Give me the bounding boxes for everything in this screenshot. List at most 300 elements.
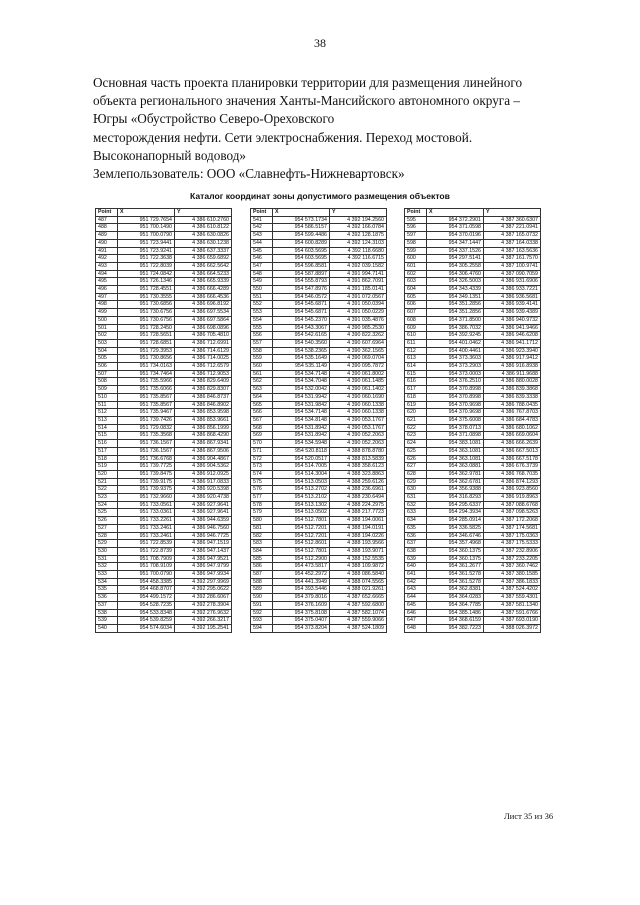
x-cell: 951 722.3638 — [118, 255, 175, 263]
x-cell: 954 587.8897 — [273, 270, 330, 278]
point-cell: 602 — [405, 270, 427, 278]
point-cell: 648 — [405, 624, 427, 632]
y-cell: 4 386 920.4738 — [175, 494, 232, 502]
y-cell: 4 387 233.2205 — [484, 555, 541, 563]
table-row — [405, 609, 541, 617]
point-cell: 525 — [96, 509, 118, 517]
x-cell: 954 373.0003 — [427, 370, 484, 378]
table-row — [251, 293, 387, 301]
x-cell: 954 378.0713 — [427, 424, 484, 432]
point-cell: 549 — [251, 278, 273, 286]
y-cell: 4 386 829.6409 — [175, 378, 232, 386]
x-cell: 951 735.3568 — [118, 432, 175, 440]
y-cell: 4 387 652.6665 — [330, 594, 387, 602]
y-cell: 4 386 846.8902 — [175, 401, 232, 409]
point-cell: 645 — [405, 601, 427, 609]
y-cell: 4 386 697.5534 — [175, 309, 232, 317]
table-row — [251, 501, 387, 509]
table-row — [405, 409, 541, 417]
x-cell: 951 729.7654 — [118, 216, 175, 224]
table-row — [405, 401, 541, 409]
point-cell: 627 — [405, 463, 427, 471]
x-cell: 954 386.7032 — [427, 324, 484, 332]
y-cell: 4 391 035.4876 — [330, 316, 387, 324]
table-row — [96, 286, 232, 294]
y-cell: 4 390 053.1767 — [330, 416, 387, 424]
point-cell: 587 — [251, 571, 273, 579]
table-row — [96, 524, 232, 532]
point-cell: 490 — [96, 239, 118, 247]
table-row — [405, 262, 541, 270]
x-cell: 954 373.3603 — [427, 355, 484, 363]
y-cell: 4 386 712.6991 — [175, 339, 232, 347]
table-row — [251, 578, 387, 586]
y-cell: 4 390 095.7872 — [330, 363, 387, 371]
point-cell: 551 — [251, 293, 273, 301]
point-cell: 576 — [251, 486, 273, 494]
y-cell: 4 386 874.1293 — [484, 478, 541, 486]
table-row — [251, 432, 387, 440]
y-cell: 4 386 946.7560 — [175, 524, 232, 532]
point-cell: 569 — [251, 432, 273, 440]
y-cell: 4 392 195.2541 — [175, 624, 232, 632]
y-cell: 4 386 698.0896 — [175, 324, 232, 332]
x-header: X — [118, 209, 175, 217]
point-cell: 633 — [405, 509, 427, 517]
x-cell: 951 736.6768 — [118, 455, 175, 463]
point-cell: 580 — [251, 517, 273, 525]
y-cell: 4 386 697.5864 — [175, 316, 232, 324]
table-row — [405, 247, 541, 255]
table-row — [251, 332, 387, 340]
table-row — [405, 309, 541, 317]
table-row — [251, 393, 387, 401]
table-row — [405, 424, 541, 432]
table-row — [96, 262, 232, 270]
point-cell: 596 — [405, 224, 427, 232]
x-cell: 954 473.5817 — [273, 563, 330, 571]
table-row — [405, 578, 541, 586]
point-cell: 521 — [96, 478, 118, 486]
heading-line: Югры «Обустройство Северо-Ореховского — [93, 111, 335, 127]
x-cell: 954 361.2677 — [427, 563, 484, 571]
point-cell: 609 — [405, 324, 427, 332]
x-cell: 954 468.8707 — [118, 586, 175, 594]
point-cell: 640 — [405, 563, 427, 571]
x-cell: 951 708.7909 — [118, 555, 175, 563]
table-row — [96, 224, 232, 232]
y-cell: 4 386 667.5178 — [484, 455, 541, 463]
point-cell: 594 — [251, 624, 273, 632]
x-cell: 954 520.0517 — [273, 455, 330, 463]
x-cell: 954 362.6781 — [427, 478, 484, 486]
x-cell: 954 364.7785 — [427, 601, 484, 609]
x-cell: 951 735.8567 — [118, 393, 175, 401]
y-cell: 4 387 088.6768 — [484, 501, 541, 509]
point-cell: 555 — [251, 324, 273, 332]
x-cell: 951 722.8739 — [118, 547, 175, 555]
table-row — [405, 339, 541, 347]
x-cell: 954 512.7801 — [273, 517, 330, 525]
x-cell: 951 734.0163 — [118, 363, 175, 371]
table-row — [405, 416, 541, 424]
point-cell: 605 — [405, 293, 427, 301]
point-cell: 512 — [96, 409, 118, 417]
point-cell: 504 — [96, 347, 118, 355]
point-cell: 561 — [251, 370, 273, 378]
table-row — [96, 378, 232, 386]
x-cell: 954 370.9698 — [427, 401, 484, 409]
y-cell: 4 386 939.4389 — [484, 309, 541, 317]
point-cell: 595 — [405, 216, 427, 224]
y-cell: 4 388 109.9872 — [330, 563, 387, 571]
x-cell: 954 306.4760 — [427, 270, 484, 278]
table-row — [251, 470, 387, 478]
table-row — [405, 540, 541, 548]
x-cell: 954 513.1302 — [273, 501, 330, 509]
y-cell: 4 386 712.6579 — [175, 363, 232, 371]
y-cell: 4 386 610.2760 — [175, 216, 232, 224]
y-cell: 4 388 086.5840 — [330, 571, 387, 579]
y-cell: 4 387 581.1340 — [484, 601, 541, 609]
point-cell: 642 — [405, 578, 427, 586]
point-cell: 491 — [96, 247, 118, 255]
y-cell: 4 388 194.0226 — [330, 532, 387, 540]
y-cell: 4 386 637.3337 — [175, 247, 232, 255]
point-cell: 544 — [251, 239, 273, 247]
point-cell: 603 — [405, 278, 427, 286]
x-cell: 954 599.4486 — [273, 232, 330, 240]
table-row — [405, 232, 541, 240]
y-cell: 4 386 662.5642 — [175, 262, 232, 270]
point-cell: 559 — [251, 355, 273, 363]
x-cell: 954 514.3004 — [273, 470, 330, 478]
table-row — [251, 278, 387, 286]
y-cell: 4 388 224.2975 — [330, 501, 387, 509]
table-row — [405, 278, 541, 286]
table-row — [96, 455, 232, 463]
point-cell: 611 — [405, 339, 427, 347]
point-cell: 635 — [405, 524, 427, 532]
point-cell: 526 — [96, 517, 118, 525]
x-cell: 954 512.7201 — [273, 524, 330, 532]
point-cell: 567 — [251, 416, 273, 424]
x-cell: 954 360.1375 — [427, 555, 484, 563]
table-row — [405, 478, 541, 486]
y-cell: 4 386 947.9934 — [175, 571, 232, 579]
x-cell: 954 383.1081 — [427, 440, 484, 448]
x-cell: 954 375.0407 — [273, 617, 330, 625]
coordinate-table-2 — [250, 208, 387, 633]
x-cell: 951 739.9175 — [118, 478, 175, 486]
coordinate-table-3 — [404, 208, 541, 633]
table-row — [96, 586, 232, 594]
point-cell: 581 — [251, 524, 273, 532]
y-cell: 4 392 278.3904 — [175, 601, 232, 609]
table-row — [405, 486, 541, 494]
point-cell: 496 — [96, 286, 118, 294]
x-cell: 954 326.5003 — [427, 278, 484, 286]
table-row — [405, 378, 541, 386]
x-cell: 954 316.8293 — [427, 494, 484, 502]
x-cell: 954 600.8289 — [273, 239, 330, 247]
point-cell: 623 — [405, 432, 427, 440]
x-cell: 954 586.5157 — [273, 224, 330, 232]
x-cell: 951 739.7426 — [118, 416, 175, 424]
heading-line: Землепользователь: ООО «Славнефть-Нижневартовск» — [93, 166, 405, 182]
x-cell: 954 285.0914 — [427, 517, 484, 525]
x-cell: 951 700.1490 — [118, 224, 175, 232]
point-cell: 562 — [251, 378, 273, 386]
x-cell: 951 730.6856 — [118, 301, 175, 309]
x-cell: 954 368.6159 — [427, 617, 484, 625]
x-cell: 954 555.8793 — [273, 278, 330, 286]
table-row — [251, 316, 387, 324]
table-row — [405, 563, 541, 571]
x-cell: 954 370.8998 — [427, 393, 484, 401]
point-cell: 632 — [405, 501, 427, 509]
point-cell: 513 — [96, 416, 118, 424]
table-row — [96, 301, 232, 309]
point-cell: 501 — [96, 324, 118, 332]
y-cell: 4 386 680.1062 — [484, 424, 541, 432]
table-row — [251, 463, 387, 471]
x-cell: 954 371.0598 — [427, 224, 484, 232]
point-cell: 583 — [251, 540, 273, 548]
x-cell: 954 512.7801 — [273, 547, 330, 555]
y-cell: 4 386 946.6208 — [484, 332, 541, 340]
x-header: X — [273, 209, 330, 217]
table-row — [96, 370, 232, 378]
x-cell: 954 392.9245 — [427, 332, 484, 340]
table-row — [405, 239, 541, 247]
heading-line: Основная часть проекта планировки территории для размещения линейного — [93, 75, 523, 90]
x-cell: 954 533.8348 — [118, 609, 175, 617]
y-cell: 4 387 360.7462 — [484, 563, 541, 571]
y-cell: 4 386 946.7725 — [175, 532, 232, 540]
point-cell: 568 — [251, 424, 273, 432]
point-cell: 509 — [96, 386, 118, 394]
point-cell: 613 — [405, 355, 427, 363]
table-row — [96, 239, 232, 247]
point-cell: 507 — [96, 370, 118, 378]
y-cell: 4 387 380.1585 — [484, 571, 541, 579]
y-cell: 4 386 630.0826 — [175, 232, 232, 240]
point-cell: 546 — [251, 255, 273, 263]
table-row — [96, 347, 232, 355]
table-row — [405, 501, 541, 509]
y-cell: 4 390 052.2063 — [330, 432, 387, 440]
y-cell: 4 388 194.0061 — [330, 517, 387, 525]
point-cell: 574 — [251, 470, 273, 478]
point-cell: 624 — [405, 440, 427, 448]
x-cell: 954 362.8381 — [427, 586, 484, 594]
table-row — [251, 416, 387, 424]
table-row — [251, 486, 387, 494]
x-cell: 951 730.8656 — [118, 355, 175, 363]
table-row — [405, 517, 541, 525]
table-row — [251, 378, 387, 386]
point-header: Point — [251, 209, 273, 217]
x-cell: 954 361.5278 — [427, 578, 484, 586]
table-row — [405, 594, 541, 602]
y-cell: 4 392 266.3217 — [175, 617, 232, 625]
point-cell: 641 — [405, 571, 427, 579]
point-cell: 622 — [405, 424, 427, 432]
table-row — [405, 440, 541, 448]
point-cell: 646 — [405, 609, 427, 617]
y-cell: 4 386 927.9641 — [175, 509, 232, 517]
table-row — [96, 624, 232, 632]
x-cell: 951 729.3953 — [118, 347, 175, 355]
y-cell: 4 390 822.3262 — [330, 332, 387, 340]
x-cell: 954 603.5695 — [273, 247, 330, 255]
point-cell: 631 — [405, 494, 427, 502]
y-header: Y — [330, 209, 387, 217]
point-cell: 536 — [96, 594, 118, 602]
table-row — [96, 393, 232, 401]
point-cell: 524 — [96, 501, 118, 509]
point-cell: 557 — [251, 339, 273, 347]
y-cell: 4 390 069.0704 — [330, 355, 387, 363]
x-cell: 951 728.5651 — [118, 332, 175, 340]
x-cell: 954 364.0283 — [427, 594, 484, 602]
point-cell: 550 — [251, 286, 273, 294]
table-row — [251, 571, 387, 579]
x-cell: 954 351.2856 — [427, 301, 484, 309]
table-row — [251, 363, 387, 371]
y-cell: 4 386 669.0604 — [484, 432, 541, 440]
y-cell: 4 386 936.5681 — [484, 293, 541, 301]
table-row — [96, 316, 232, 324]
x-cell: 954 400.4461 — [427, 347, 484, 355]
y-cell: 4 386 666.2639 — [484, 440, 541, 448]
point-cell: 537 — [96, 601, 118, 609]
point-cell: 529 — [96, 540, 118, 548]
point-cell: 572 — [251, 455, 273, 463]
x-cell: 954 545.6871 — [273, 301, 330, 309]
point-cell: 638 — [405, 547, 427, 555]
table-row — [251, 509, 387, 517]
y-cell: 4 390 061.1402 — [330, 386, 387, 394]
x-cell: 954 363.0881 — [427, 463, 484, 471]
table-row — [251, 524, 387, 532]
point-cell: 590 — [251, 594, 273, 602]
point-cell: 505 — [96, 355, 118, 363]
table-row — [405, 432, 541, 440]
x-cell: 951 733.2461 — [118, 524, 175, 532]
table-row — [405, 324, 541, 332]
y-cell: 4 386 927.9641 — [175, 501, 232, 509]
point-cell: 540 — [96, 624, 118, 632]
point-cell: 570 — [251, 440, 273, 448]
y-cell: 4 388 021.9261 — [330, 586, 387, 594]
x-cell: 951 728.6851 — [118, 339, 175, 347]
y-cell: 4 386 917.9412 — [484, 355, 541, 363]
heading-line: объекта регионального значения Ханты-Мансийского автономного округа – — [93, 93, 520, 109]
point-cell: 558 — [251, 347, 273, 355]
table-row — [251, 586, 387, 594]
y-cell: 4 390 060.1690 — [330, 393, 387, 401]
y-cell: 4 386 931.6906 — [484, 278, 541, 286]
y-cell: 4 386 856.1999 — [175, 424, 232, 432]
x-cell: 954 441.3949 — [273, 578, 330, 586]
y-cell: 4 387 524.1809 — [330, 624, 387, 632]
point-header: Point — [96, 209, 118, 217]
x-cell: 951 736.1567 — [118, 440, 175, 448]
x-cell: 954 379.8016 — [273, 594, 330, 602]
table-row — [251, 286, 387, 294]
point-cell: 566 — [251, 409, 273, 417]
y-cell: 4 388 358.6123 — [330, 463, 387, 471]
y-cell: 4 388 193.9566 — [330, 540, 387, 548]
y-cell: 4 386 947.9799 — [175, 563, 232, 571]
y-cell: 4 390 985.2530 — [330, 324, 387, 332]
x-cell: 954 532.0042 — [273, 386, 330, 394]
x-cell: 954 357.4968 — [427, 540, 484, 548]
point-cell: 499 — [96, 309, 118, 317]
point-cell: 500 — [96, 316, 118, 324]
table-row — [96, 501, 232, 509]
table-row — [96, 440, 232, 448]
y-cell: 4 388 323.8863 — [330, 470, 387, 478]
table-row — [405, 386, 541, 394]
point-cell: 625 — [405, 447, 427, 455]
y-cell: 4 386 839.3868 — [484, 386, 541, 394]
x-cell: 954 371.8500 — [427, 316, 484, 324]
x-cell: 951 700.0790 — [118, 232, 175, 240]
y-cell: 4 387 165.0732 — [484, 232, 541, 240]
x-cell: 954 361.5278 — [427, 571, 484, 579]
point-cell: 531 — [96, 555, 118, 563]
x-cell: 954 372.2901 — [427, 216, 484, 224]
table-header-row — [251, 209, 387, 217]
x-cell: 954 370.8998 — [427, 386, 484, 394]
point-cell: 494 — [96, 270, 118, 278]
point-cell: 493 — [96, 262, 118, 270]
y-cell: 4 391 050.0229 — [330, 309, 387, 317]
x-cell: 954 346.6746 — [427, 532, 484, 540]
y-cell: 4 386 919.8963 — [484, 494, 541, 502]
point-cell: 628 — [405, 470, 427, 478]
x-cell: 954 534.7148 — [273, 409, 330, 417]
heading-line: месторождения нефти. Сети электроснабжения. Переход мостовой. — [93, 129, 473, 145]
y-cell: 4 392 116.6715 — [330, 255, 387, 263]
x-cell: 954 362.9781 — [427, 470, 484, 478]
y-cell: 4 386 941.9466 — [484, 324, 541, 332]
y-cell: 4 386 659.6892 — [175, 255, 232, 263]
table-row — [96, 470, 232, 478]
table-row — [96, 609, 232, 617]
y-cell: 4 388 026.3972 — [484, 624, 541, 632]
x-cell: 954 574.6034 — [118, 624, 175, 632]
x-cell: 954 545.2370 — [273, 316, 330, 324]
y-cell: 4 387 221.0941 — [484, 224, 541, 232]
point-cell: 589 — [251, 586, 273, 594]
table-header-row — [96, 209, 232, 217]
y-cell: 4 386 941.1712 — [484, 339, 541, 347]
y-cell: 4 392 128.1875 — [330, 232, 387, 240]
table-row — [405, 255, 541, 263]
y-cell: 4 392 039.1582 — [330, 262, 387, 270]
table-row — [96, 563, 232, 571]
point-cell: 532 — [96, 563, 118, 571]
table-row — [405, 601, 541, 609]
point-cell: 548 — [251, 270, 273, 278]
point-cell: 591 — [251, 601, 273, 609]
table-row — [405, 524, 541, 532]
x-cell: 954 458.3385 — [118, 578, 175, 586]
